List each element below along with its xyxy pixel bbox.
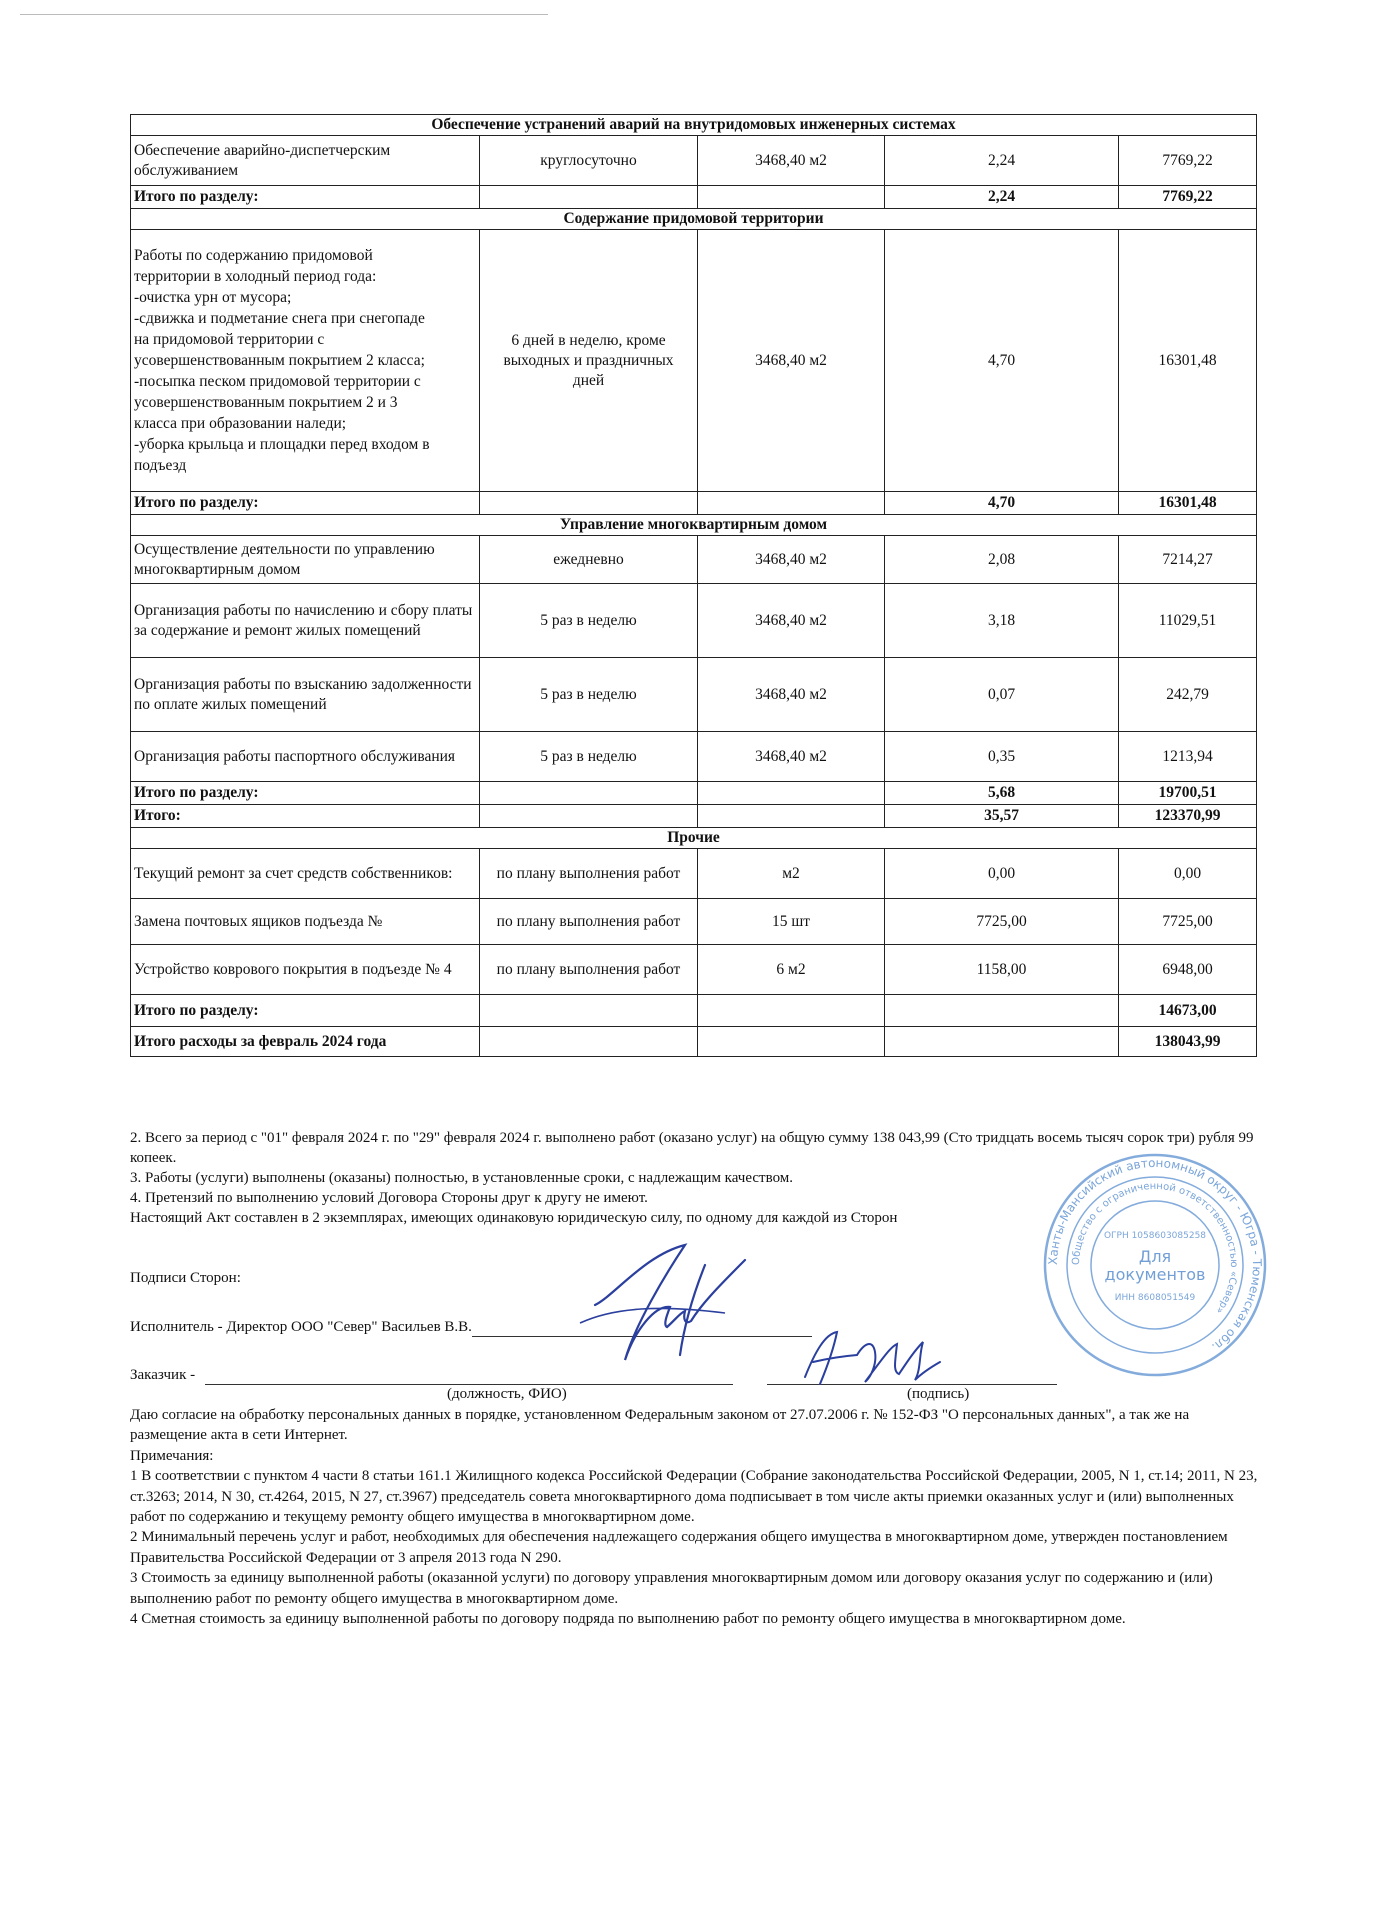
service-unit-price: 7725,00 bbox=[885, 899, 1119, 945]
section-total-row bbox=[131, 782, 1257, 805]
name-line: на придомовой территории с bbox=[134, 331, 325, 348]
total-label: Итого по разделу: bbox=[131, 492, 480, 515]
total-sum: 123370,99 bbox=[1119, 805, 1257, 828]
table-row bbox=[131, 899, 1257, 945]
total-unit-price: 5,68 bbox=[885, 782, 1119, 805]
service-quantity: 3468,40 м2 bbox=[698, 536, 885, 584]
grand-total-row bbox=[131, 805, 1257, 828]
section-total-row bbox=[131, 186, 1257, 209]
service-frequency: 5 раз в неделю bbox=[480, 658, 698, 732]
notes-title: Примечания: bbox=[130, 1447, 214, 1464]
service-unit-price: 3,18 bbox=[885, 584, 1119, 658]
service-sum: 11029,51 bbox=[1119, 584, 1257, 658]
name-line: усовершенствованным покрытием 2 и 3 bbox=[134, 394, 398, 411]
table-row bbox=[131, 136, 1257, 186]
executor-label: Исполнитель - Директор ООО "Север" Васильев В.В. bbox=[130, 1319, 472, 1335]
service-quantity: м2 bbox=[698, 849, 885, 899]
section-header-territory bbox=[131, 209, 1257, 230]
service-frequency: круглосуточно bbox=[480, 136, 698, 186]
note-total-amount: 2. Всего за период с "01" февраля 2024 г. по "29" февраля 2024 г. выполнено работ (оказано услуг) на общую сумму 138 043,99 (Сто тридцать восемь тысяч сорок три) рубля 99 копеек. bbox=[130, 1130, 1254, 1166]
total-sum: 7769,22 bbox=[1119, 186, 1257, 209]
name-line: -сдвижка и подметание снега при снегопаде bbox=[134, 310, 425, 327]
service-frequency: 6 дней в неделю, кроме выходных и праздничных дней bbox=[480, 230, 698, 492]
service-name: Текущий ремонт за счет средств собственников: bbox=[131, 849, 480, 899]
table-row bbox=[131, 945, 1257, 995]
table-row bbox=[131, 658, 1257, 732]
service-sum: 16301,48 bbox=[1119, 230, 1257, 492]
total-unit-price: 2,24 bbox=[885, 186, 1119, 209]
service-unit-price: 2,24 bbox=[885, 136, 1119, 186]
executor-signature bbox=[575, 1235, 765, 1370]
total-sum: 138043,99 bbox=[1119, 1027, 1257, 1057]
name-line: -уборка крыльца и площадки перед входом в bbox=[134, 436, 430, 453]
section-title: Содержание придомовой территории bbox=[131, 209, 1257, 230]
signatures-title: Подписи Сторон: bbox=[130, 1270, 241, 1286]
service-sum: 1213,94 bbox=[1119, 732, 1257, 782]
service-name: Организация работы по начислению и сбору платы за содержание и ремонт жилых помещений bbox=[131, 584, 480, 658]
customer-label: Заказчик - bbox=[130, 1367, 196, 1383]
section-header-emergency bbox=[131, 115, 1257, 136]
position-caption: (должность, ФИО) bbox=[447, 1386, 567, 1402]
footnote-4: 4 Сметная стоимость за единицу выполненной работы по договору подряда по выполнению работ по ремонту общего имущества в многоквартирном доме. bbox=[130, 1611, 1126, 1628]
total-sum: 19700,51 bbox=[1119, 782, 1257, 805]
service-unit-price: 2,08 bbox=[885, 536, 1119, 584]
stamp-inn: ИНН 8608051549 bbox=[1114, 1293, 1196, 1303]
footer-notes bbox=[130, 1405, 1265, 1629]
name-line: Работы по содержанию придомовой bbox=[134, 247, 373, 264]
service-quantity: 3468,40 м2 bbox=[698, 584, 885, 658]
table-row bbox=[131, 732, 1257, 782]
service-quantity: 3468,40 м2 bbox=[698, 136, 885, 186]
service-quantity: 6 м2 bbox=[698, 945, 885, 995]
name-line: класса при образовании наледи; bbox=[134, 415, 347, 432]
service-quantity: 15 шт bbox=[698, 899, 885, 945]
service-frequency: по плану выполнения работ bbox=[480, 899, 698, 945]
stamp-center-line-2: документов bbox=[1104, 1265, 1206, 1284]
sign-caption: (подпись) bbox=[907, 1386, 970, 1402]
services-table bbox=[130, 114, 1257, 1057]
footnote-1: 1 В соответствии с пунктом 4 части 8 статьи 161.1 Жилищного кодекса Российской Федерации (Собрание законодательства Российской Федерации, 2005, N 1, ст.14; 2011, N 23, ст.3263; 2014, N 30, ст.4264, 2015, N 27, ст.3967) председатель совета многоквартирного дома подписывает в том числе акты приемки оказанных услуг и (или) выполненных работ по содержанию и текущему ремонту общего имущества в многоквартирном доме. bbox=[130, 1468, 1258, 1526]
service-unit-price: 1158,00 bbox=[885, 945, 1119, 995]
service-name bbox=[131, 230, 480, 492]
total-label: Итого по разделу: bbox=[131, 186, 480, 209]
name-line: усовершенствованным покрытием 2 класса; bbox=[134, 352, 425, 369]
service-unit-price: 0,00 bbox=[885, 849, 1119, 899]
customer-signature bbox=[795, 1322, 945, 1392]
service-sum: 7725,00 bbox=[1119, 899, 1257, 945]
stamp-center-line-1: Для bbox=[1138, 1247, 1172, 1266]
service-name: Замена почтовых ящиков подъезда № bbox=[131, 899, 480, 945]
captions-row bbox=[130, 1384, 1130, 1404]
consent-text: Даю согласие на обработку персональных данных в порядке, установленном Федеральным законом от 27.07.2006 г. № 152-ФЗ "О персональных данных", а так же на размещение акта в сети Интернет. bbox=[130, 1407, 1190, 1444]
service-frequency: 5 раз в неделю bbox=[480, 732, 698, 782]
name-line: -посыпка песком придомовой территории с bbox=[134, 373, 421, 390]
service-name: Обеспечение аварийно-диспетчерским обслуживанием bbox=[131, 136, 480, 186]
service-sum: 0,00 bbox=[1119, 849, 1257, 899]
service-frequency: 5 раз в неделю bbox=[480, 584, 698, 658]
section-title: Обеспечение устранений аварий на внутридомовых инженерных системах bbox=[131, 115, 1257, 136]
service-frequency: по плану выполнения работ bbox=[480, 945, 698, 995]
organization-stamp bbox=[1040, 1150, 1270, 1380]
total-sum: 16301,48 bbox=[1119, 492, 1257, 515]
table-row bbox=[131, 849, 1257, 899]
service-unit-price: 4,70 bbox=[885, 230, 1119, 492]
name-line: -очистка урн от мусора; bbox=[134, 289, 292, 306]
section-header-management bbox=[131, 515, 1257, 536]
service-name: Устройство коврового покрытия в подъезде № 4 bbox=[131, 945, 480, 995]
service-quantity: 3468,40 м2 bbox=[698, 732, 885, 782]
footnote-2: 2 Минимальный перечень услуг и работ, необходимых для обеспечения надлежащего содержания общего имущества в многоквартирном доме, утвержден постановлением Правительства Российской Федерации от 3 апреля 2013 года N 290. bbox=[130, 1529, 1228, 1566]
total-label: Итого: bbox=[131, 805, 480, 828]
section-title: Прочие bbox=[131, 828, 1257, 849]
footnote-3: 3 Стоимость за единицу выполненной работы (оказанной услуги) по договору управления многоквартирным домом или договору оказания услуг по содержанию и (или) выполнению работ по ремонту общего имущества в многоквартирном доме. bbox=[130, 1570, 1213, 1607]
service-quantity: 3468,40 м2 bbox=[698, 230, 885, 492]
service-name: Организация работы по взысканию задолженности по оплате жилых помещений bbox=[131, 658, 480, 732]
service-sum: 7769,22 bbox=[1119, 136, 1257, 186]
total-label: Итого по разделу: bbox=[131, 782, 480, 805]
total-unit-price: 35,57 bbox=[885, 805, 1119, 828]
final-total-row bbox=[131, 1027, 1257, 1057]
service-unit-price: 0,35 bbox=[885, 732, 1119, 782]
stamp-ogrn: ОГРН 1058603085258 bbox=[1103, 1231, 1207, 1241]
service-quantity: 3468,40 м2 bbox=[698, 658, 885, 732]
stamp-ring-text: Ханты-Мансийский автономный округ - Югра - Тюменская обл. bbox=[1045, 1155, 1265, 1355]
section-total-row bbox=[131, 492, 1257, 515]
name-line: территории в холодный период года: bbox=[134, 268, 377, 285]
total-sum: 14673,00 bbox=[1119, 995, 1257, 1027]
total-unit-price: 4,70 bbox=[885, 492, 1119, 515]
service-sum: 7214,27 bbox=[1119, 536, 1257, 584]
top-rule bbox=[20, 14, 548, 15]
service-frequency: по плану выполнения работ bbox=[480, 849, 698, 899]
note-copies: Настоящий Акт составлен в 2 экземплярах, имеющих одинаковую юридическую силу, по одному для каждой из Сторон bbox=[130, 1210, 898, 1226]
section-total-row bbox=[131, 995, 1257, 1027]
note-quality: 3. Работы (услуги) выполнены (оказаны) полностью, в установленные сроки, с надлежащим качеством. bbox=[130, 1170, 794, 1186]
table-row bbox=[131, 230, 1257, 492]
section-header-other bbox=[131, 828, 1257, 849]
service-name: Осуществление деятельности по управлению многоквартирным домом bbox=[131, 536, 480, 584]
service-frequency: ежедневно bbox=[480, 536, 698, 584]
service-sum: 6948,00 bbox=[1119, 945, 1257, 995]
service-sum: 242,79 bbox=[1119, 658, 1257, 732]
table-row bbox=[131, 584, 1257, 658]
name-line: подъезд bbox=[134, 457, 187, 474]
service-unit-price: 0,07 bbox=[885, 658, 1119, 732]
section-title: Управление многоквартирным домом bbox=[131, 515, 1257, 536]
note-no-claims: 4. Претензий по выполнению условий Договора Стороны друг к другу не имеют. bbox=[130, 1190, 648, 1206]
service-name: Организация работы паспортного обслуживания bbox=[131, 732, 480, 782]
total-label: Итого по разделу: bbox=[131, 995, 480, 1027]
table-row bbox=[131, 536, 1257, 584]
total-label: Итого расходы за февраль 2024 года bbox=[131, 1027, 480, 1057]
stamp-org-text: Общество с ограниченной ответственностью «Север» bbox=[1070, 1180, 1240, 1316]
